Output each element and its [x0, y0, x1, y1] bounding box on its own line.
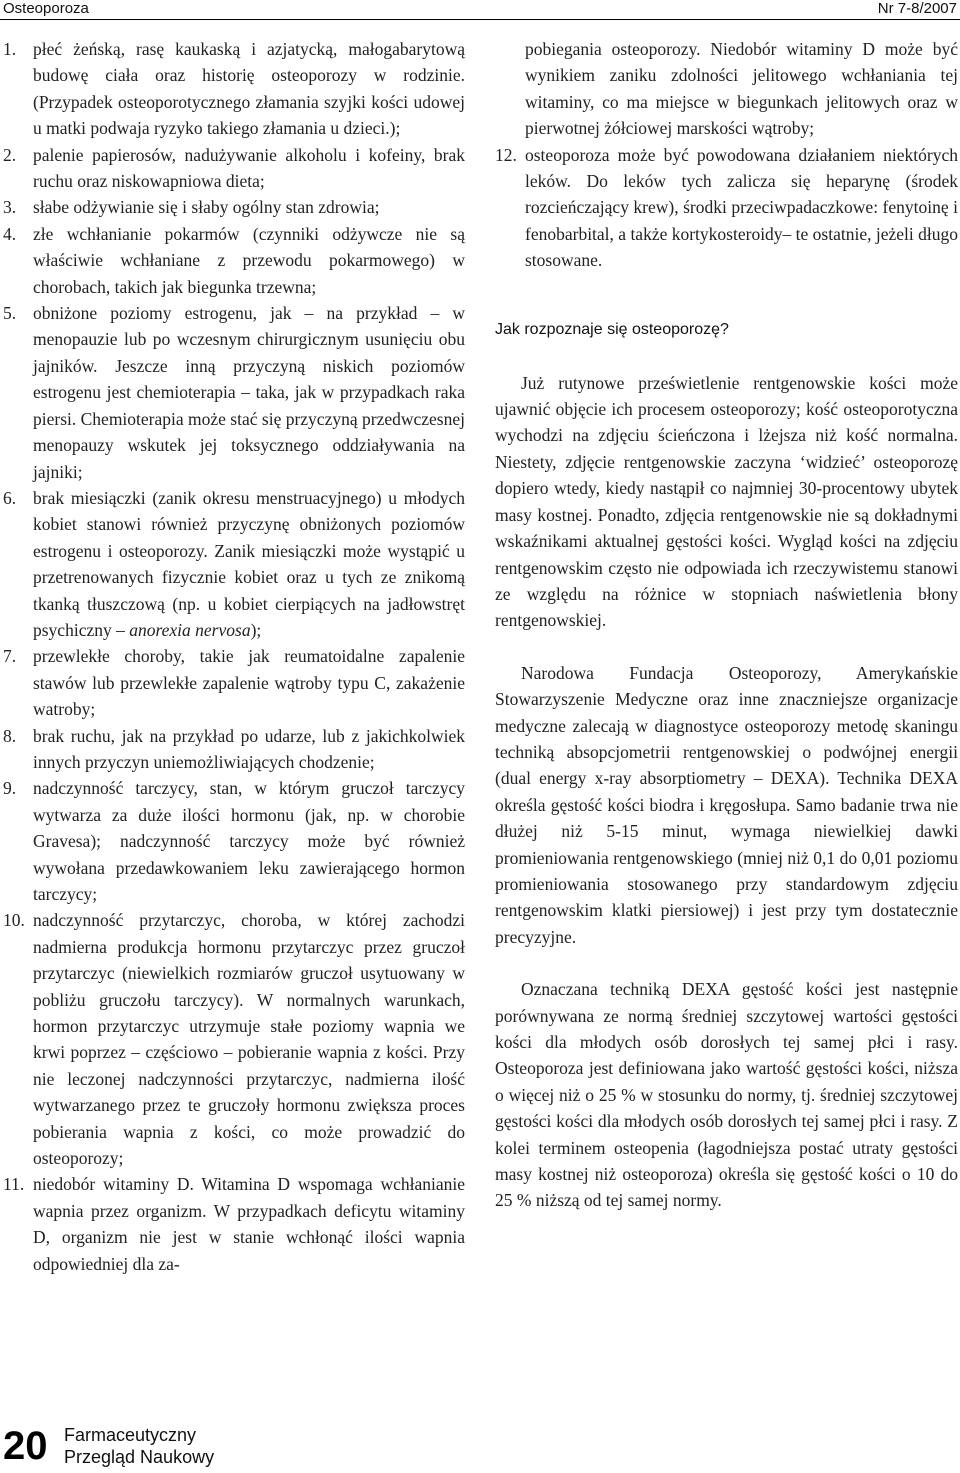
list-text-tail: );	[250, 619, 262, 640]
list-text: nadczynność przytarczyc, choroba, w której zachodzi nadmierna produkcja hormonu przytarczyc przez gruczoł przytarczyc (niewielkich rozmiarów gruczoł usytuowany w pobliżu gruczołu tarczycy). W normalnych warunkach, hormon przytarczyc utrzymuje stałe poziomy wapnia we krwi poprzez – częściowo – pobieranie wapnia z kości. Przy nie leczonej nadczynności przytarczyc, nadmierna ilość wytwarzanego przez te gruczoły hormonu zwiększa proces pobierania wapnia z kości, co może prowadzić do osteoporozy;	[33, 910, 465, 1169]
list-number: 6.	[3, 487, 17, 508]
list-text: niedobór witaminy D. Witamina D wspomaga wchłanianie wapnia przez organizm. W przypadkach deficytu witaminy D, organizm nie jest w stanie wchłonąć ilości wapnia odpowiedniej dla za-	[33, 1174, 465, 1274]
list-item	[3, 485, 465, 643]
page-number: 20	[3, 1424, 48, 1468]
list-item	[3, 194, 465, 220]
running-title: Osteoporoza	[3, 0, 89, 17]
list-text: przewlekłe choroby, takie jak reumatoidalne zapalenie stawów lub przewlekłe zapalenie wątroby typu C, zakażenie watroby;	[33, 646, 465, 720]
body-paragraph: Narodowa Fundacja Osteoporozy, Amerykańskie Stowarzyszenie Medyczne oraz inne znaczniejsze organizacje medyczne zalecają w diagnostyce osteoporozy metodę skaningu techniką absopcjometrii rentgenowskiej o podwójnej energii (dual energy x-ray absorptiometry – DEXA). Technika DEXA określa gęstość kości biodra i kręgosłupa. Samo badanie trwa nie dłużej niż 5-15 minut, wymaga niewielkiej dawki promieniowania rentgenowskiego (mniej niż 0,1 do 0,01 poziomu promieniowania stosowanego przy standardowym zdjęciu rentgenowskim klatki piersiowej) i jest przy tym dostatecznie precyzyjne.	[495, 662, 958, 947]
list-text: słabe odżywianie się i słaby ogólny stan zdrowia;	[33, 197, 380, 218]
list-item	[3, 907, 465, 1171]
list-number: 2.	[3, 144, 17, 165]
list-number: 5.	[3, 303, 17, 324]
latin-term: anorexia nervosa	[129, 619, 251, 640]
journal-name	[64, 1424, 214, 1468]
list-item	[3, 300, 465, 485]
page-header	[0, 0, 960, 20]
list-item	[3, 1171, 465, 1277]
list-item	[3, 775, 465, 907]
list-text: obniżone poziomy estrogenu, jak – na przykład – w menopauzie lub po wczesnym chirurgicznym usunięciu obu jajników. Jeszcze inną przyczyną niskich poziomów estrogenu jest chemioterapia – taka, jak w przypadkach raka piersi. Chemioterapia może stać się przyczyną przedwczesnej menopauzy wskutek jej toksycznego oddziaływania na jajniki;	[33, 303, 465, 482]
list-number: 4.	[3, 223, 17, 244]
list-item	[495, 142, 958, 274]
list-number: 1.	[3, 39, 17, 59]
list-item-continuation	[495, 36, 958, 142]
list-text: płeć żeńską, rasę kaukaską i azjatycką, małogabarytową budowę ciała oraz historię osteoporozy w rodzinie. (Przypadek osteoporotycznego złamania szyjki kości udowej u matki podwaja ryzyko takiego złamania u dzieci.);	[33, 39, 465, 139]
list-item	[3, 643, 465, 722]
list-text	[33, 485, 465, 643]
body-paragraph: Oznaczana techniką DEXA gęstość kości jest następnie porównywana ze normą średniej szczytowej wartości gęstości kości dla młodych osób dorosłych tej samej płci i rasy. Osteoporoza jest definiowana jako wartość gęstości kości, niższa o więcej niż o 25 % w stosunku do normy, tj. średniej szczytowej gęstości kości dla młodych osób dorosłych tej samej płci i rasy. Z kolei terminem osteopenia (łagodniejsza postać utraty gęstości masy kostnej niż osteoporoza) określa się gęstość kości o 10 do 25 % niższą od tej samej normy.	[495, 979, 958, 1211]
list-text: brak ruchu, jak na przykład po udarze, lub z jakichkolwiek innych przyczyn uniemożliwiających chodzenie;	[33, 725, 465, 772]
list-number: 3.	[3, 197, 17, 218]
left-column	[3, 36, 465, 1277]
list-item	[3, 221, 465, 300]
issue-number: Nr 7-8/2007	[877, 0, 957, 17]
list-number: 12.	[495, 144, 517, 165]
list-number: 10.	[3, 910, 25, 931]
list-number: 8.	[3, 725, 17, 746]
list-item	[3, 36, 465, 142]
list-text: osteoporoza może być powodowana działaniem niektórych leków. Do leków tych zalicza się heparynę (środek rozcieńczający krew), środki przeciwpadaczkowe: fenytoinę i fenobarbital, a także kortykosteroidy– te ostatnie, jeżeli długo stosowane.	[525, 144, 958, 271]
list-text: nadczynność tarczycy, stan, w którym gruczoł tarczycy wytwarza za duże ilości hormonu (jak, np. w chorobie Gravesa); nadczynność tarczycy może być również wywołana przedawkowaniem leku zawierającego hormon tarczycy;	[33, 778, 465, 904]
body-paragraph: Już rutynowe prześwietlenie rentgenowskie kości może ujawnić objęcie ich procesem osteoporozy; kość osteoporotyczna wychodzi na zdjęciu ścieńczona i lżejsza niż kość normalna. Niestety, zdjęcie rentgenowskie zaczyna ‘widzieć’ osteoporozę dopiero wtedy, kiedy nastąpił co najmniej 30-procentowy ubytek masy kostnej. Ponadto, zdjęcia rentgenowskie nie są dokładnymi wskaźnikami aktualnej gęstości kości. Wygląd kości na zdjęciu rentgenowskim często nie odpowiada ich rzeczywistemu stanowi ze względu na różnice w stopniach naświetlenia błony rentgenowskiej.	[495, 372, 958, 631]
list-text: palenie papierosów, nadużywanie alkoholu i kofeiny, brak ruchu oraz niskowapniowa dieta;	[33, 144, 465, 192]
list-text-main: brak miesiączki (zanik okresu menstruacyjnego) u młodych kobiet stanowi również przyczynę obniżonych poziomów estrogenu i osteoporozy. Zanik miesiączki może wystąpić u przetrenowanych fizycznie kobiet oraz u tych ze znikomą tkanką tłuszczową (np. u kobiet cierpiących na jadłowstręt psychiczny –	[33, 487, 465, 640]
list-number: 11.	[3, 1174, 25, 1195]
page-footer	[0, 1418, 320, 1472]
right-column	[495, 36, 958, 1214]
journal-name-line2: Przegląd Naukowy	[64, 1447, 215, 1467]
journal-name-line1: Farmaceutyczny	[64, 1425, 197, 1445]
list-item	[3, 723, 465, 776]
section-heading: Jak rozpoznaje się osteoporozę?	[495, 320, 729, 338]
list-text: pobiegania osteoporozy. Niedobór witaminy D może być wynikiem zaniku zdolności jelitowego wchłaniania tej witaminy, co ma miejsce w biegunkach jelitowych oraz w pierwotnej żółciowej marskości wątroby;	[525, 39, 958, 139]
list-item	[3, 142, 465, 195]
list-text: złe wchłanianie pokarmów (czynniki odżywcze nie są właściwie wchłaniane z przewodu pokarmowego) w chorobach, takich jak biegunka trzewna;	[33, 223, 465, 297]
list-number: 9.	[3, 778, 17, 799]
list-number: 7.	[3, 646, 17, 667]
